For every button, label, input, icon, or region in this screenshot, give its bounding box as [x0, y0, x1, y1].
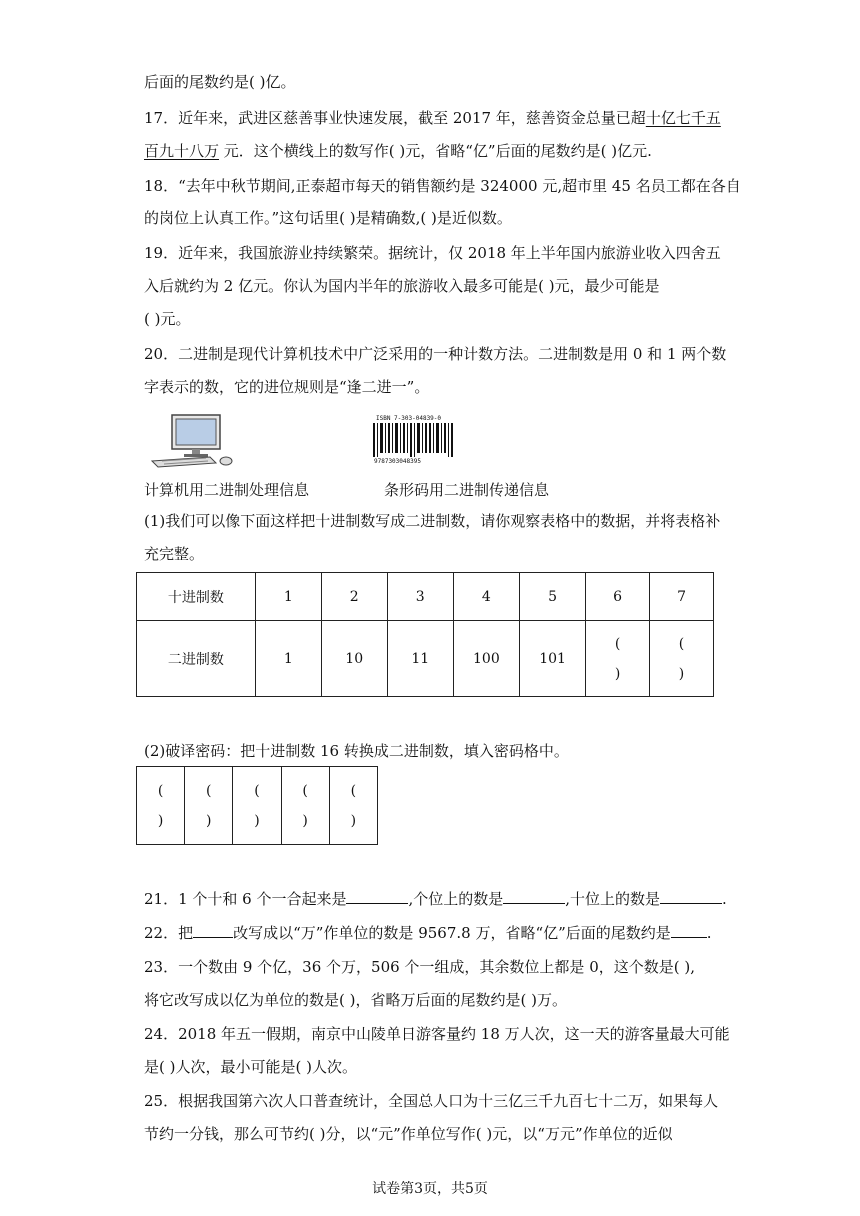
q24-line1: 24．2018 年五一假期，南京中山陵单日游客量约 18 万人次，这一天的游客量最大可能: [144, 1025, 730, 1043]
answer-blank[interactable]: [671, 923, 707, 938]
password-cell[interactable]: ( ): [185, 767, 233, 845]
q19-line1: 19．近年来，我国旅游业持续繁荣。据统计，仅 2018 年上半年国内旅游业收入四舍五: [144, 244, 721, 262]
password-cell[interactable]: ( ): [137, 767, 185, 845]
q23-line1: 23．一个数由 9 个亿，36 个万，506 个一组成，其余数位上都是 0，这个数是( ),: [144, 958, 695, 976]
table-cell: 3: [387, 573, 453, 621]
table-cell: 101: [519, 621, 585, 697]
caption-barcode: 条形码用二进制传递信息: [384, 481, 550, 499]
computer-icon: [150, 413, 238, 469]
q25-line1: 25．根据我国第六次人口普查统计，全国总人口为十三亿三千九百七十二万，如果每人: [144, 1092, 719, 1110]
password-cell[interactable]: ( ): [233, 767, 281, 845]
table-cell: 11: [387, 621, 453, 697]
q25-line2: 节约一分钱，那么可节约( )分，以“元”作单位写作( )元，以“万元”作单位的近似: [144, 1125, 673, 1143]
table-cell: 4: [453, 573, 519, 621]
q18-line1: 18．“去年中秋节期间,正泰超市每天的销售额约是 324000 元,超市里 45 名员工都在各自: [144, 177, 741, 195]
q16-tail: 后面的尾数约是( )亿。: [144, 73, 296, 91]
barcode-isbn-text: ISBN 7-303-04839-0: [376, 415, 442, 422]
table-cell: 2: [321, 573, 387, 621]
table-header-decimal: 十进制数: [137, 573, 256, 621]
q19-line3: ( )元。: [144, 310, 191, 328]
table-cell: 7: [650, 573, 714, 621]
barcode-number-text: 9787303048395: [374, 458, 421, 465]
password-row: [137, 767, 378, 845]
table-cell: 100: [453, 621, 519, 697]
binary-table: [136, 572, 714, 697]
table-cell: 5: [519, 573, 585, 621]
q20-sub1-line1: (1)我们可以像下面这样把十进制数写成二进制数，请你观察表格中的数据，并将表格补: [144, 512, 721, 530]
q24-line2: 是( )人次，最小可能是( )人次。: [144, 1058, 357, 1076]
answer-blank[interactable]: [503, 889, 565, 904]
q19-line2: 入后就约为 2 亿元。你认为国内半年的旅游收入最多可能是( )元，最少可能是: [144, 277, 660, 295]
q22: 22．把 改写成以“万”作单位的数是 9567.8 万，省略“亿”后面的尾数约是 .: [144, 924, 712, 942]
q20-line2: 字表示的数，它的进位规则是“逢二进一”。: [144, 378, 430, 396]
q23-line2: 将它改写成以亿为单位的数是( )，省略万后面的尾数约是( )万。: [144, 991, 567, 1009]
q20-sub2: (2)破译密码：把十进制数 16 转换成二进制数，填入密码格中。: [144, 742, 569, 760]
q18-line2: 的岗位上认真工作。”这句话里( )是精确数,( )是近似数。: [144, 209, 512, 227]
table-row-binary: [137, 621, 714, 697]
password-grid: [136, 766, 378, 845]
answer-blank[interactable]: [660, 889, 722, 904]
q20-sub1-line2: 充完整。: [144, 545, 205, 563]
password-cell[interactable]: ( ): [281, 767, 329, 845]
caption-computer: 计算机用二进制处理信息: [144, 481, 310, 499]
table-cell: 1: [255, 621, 321, 697]
table-header-binary: 二进制数: [137, 621, 256, 697]
table-cell: 1: [255, 573, 321, 621]
answer-blank[interactable]: [346, 889, 408, 904]
table-row-decimal: [137, 573, 714, 621]
answer-blank-cell[interactable]: ( ): [650, 621, 714, 697]
q20-line1: 20．二进制是现代计算机技术中广泛采用的一种计数方法。二进制数是用 0 和 1 两个数: [144, 345, 727, 363]
q17-line1: 17．近年来，武进区慈善事业快速发展，截至 2017 年，慈善资金总量已超十亿七千五: [144, 109, 721, 127]
q17-line2: 百九十八万 元．这个横线上的数写作( )元，省略“亿”后面的尾数约是( )亿元.: [144, 142, 652, 160]
barcode-icon: [368, 413, 460, 465]
page-footer: 试卷第3页，共5页: [372, 1181, 488, 1197]
answer-blank-cell[interactable]: ( ): [586, 621, 650, 697]
password-cell[interactable]: ( ): [329, 767, 377, 845]
table-cell: 6: [586, 573, 650, 621]
table-cell: 10: [321, 621, 387, 697]
answer-blank[interactable]: [193, 923, 233, 938]
q21: 21．1 个十和 6 个一合起来是 ,个位上的数是 ,十位上的数是 .: [144, 890, 727, 908]
